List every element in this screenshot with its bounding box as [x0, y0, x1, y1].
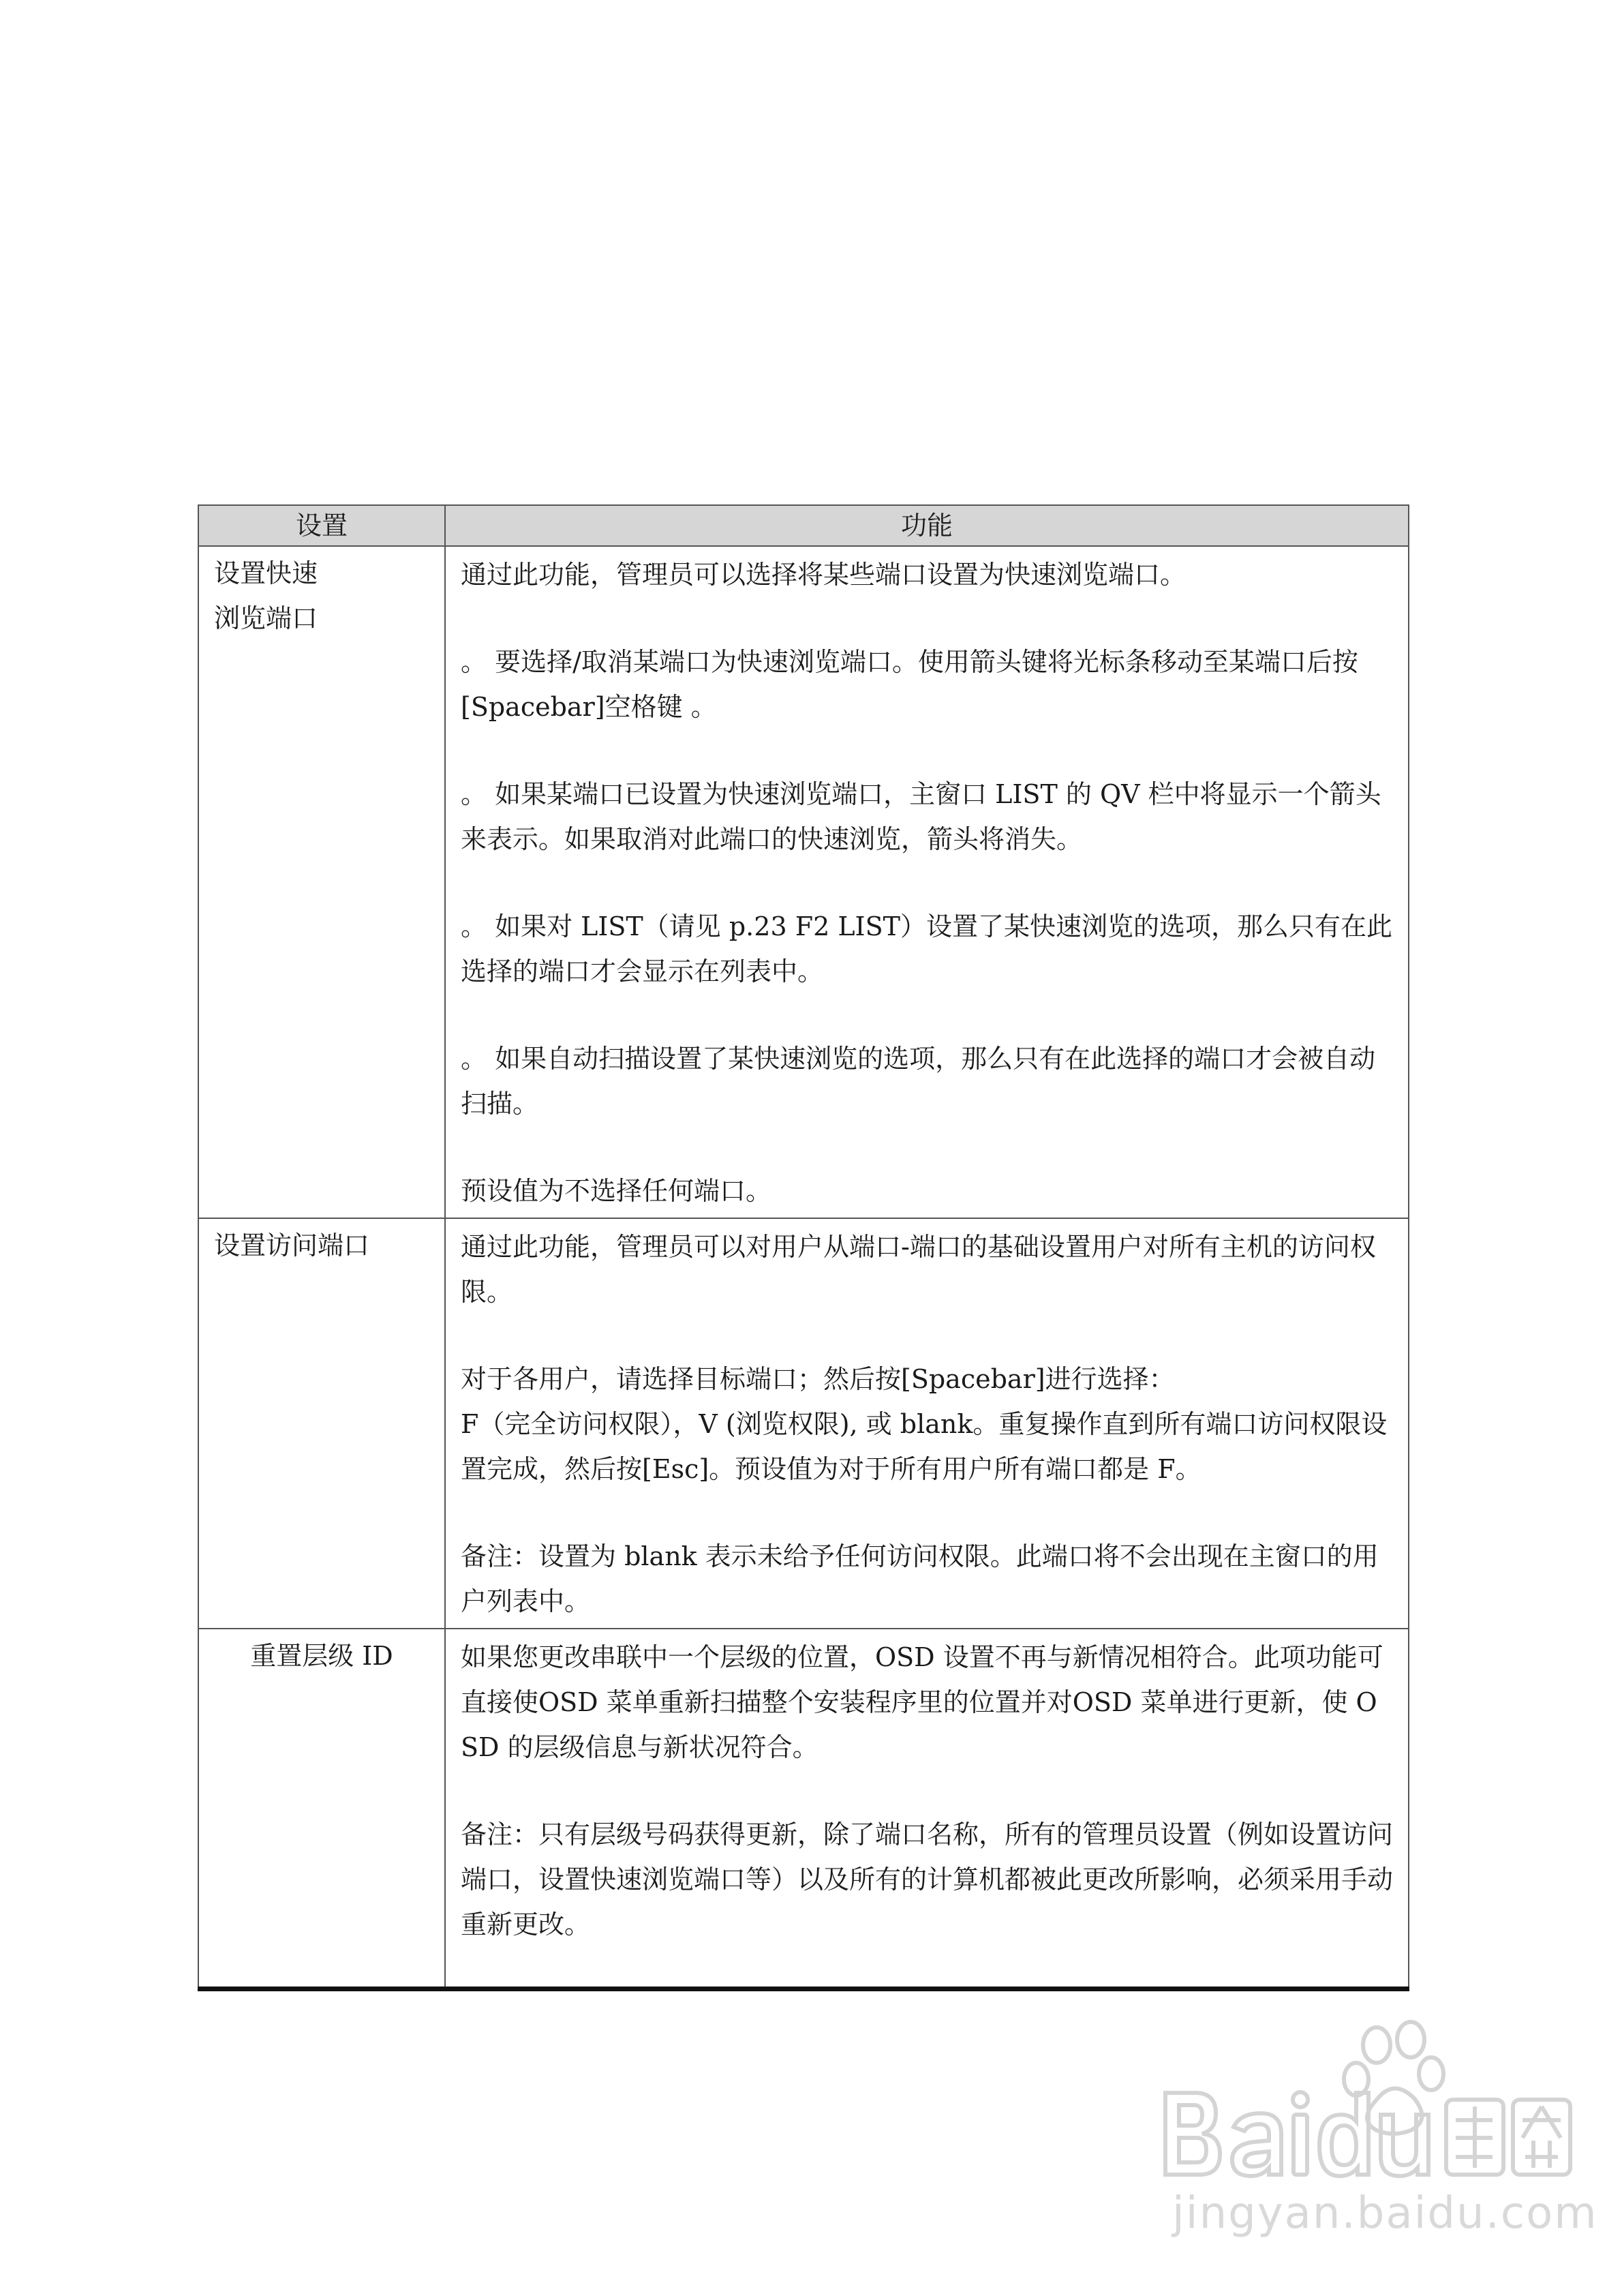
table-row — [198, 1629, 1409, 1989]
function-paragraph: 。 如果某端口已设置为快速浏览端口，主窗口 LIST 的 QV 栏中将显示一个箭头来表示。如果取消对此端口的快速浏览，箭头将消失。 — [461, 779, 1381, 854]
function-paragraph: 备注：只有层级号码获得更新，除了端口名称，所有的管理员设置（例如设置访问端口，设置快速浏览端口等）以及所有的计算机都被此更改所影响，必须采用手动重新更改。 — [461, 1819, 1394, 1939]
function-paragraph: 如果您更改串联中一个层级的位置，OSD 设置不再与新情况相符合。此项功能可直接使OSD 菜单重新扫描整个安装程序里的位置并对OSD 菜单进行更新，使 OSD 的层级信息与新状况符合。 — [461, 1642, 1383, 1762]
setting-cell-quickview — [198, 546, 445, 1218]
table-row — [198, 546, 1409, 1218]
function-paragraph: 备注：设置为 blank 表示未给予任何访问权限。此端口将不会出现在主窗口的用户列表中。 — [461, 1541, 1379, 1616]
function-paragraph: 。 要选择/取消某端口为快速浏览端口。使用箭头键将光标条移动至某端口后按 [Spacebar]空格键 。 — [461, 647, 1358, 722]
baidu-paw-logo-icon — [1152, 2018, 1574, 2181]
setting-label-line: 设置快速 — [214, 558, 318, 588]
header-function: 功能 — [445, 505, 1409, 546]
table-row — [198, 1218, 1409, 1629]
function-paragraph: 。 如果对 LIST（请见 p.23 F2 LIST）设置了某快速浏览的选项，那么只有在此选择的端口才会显示在列表中。 — [461, 911, 1392, 986]
function-cell-quickview — [445, 546, 1409, 1218]
setting-label-line: 设置访问端口 — [214, 1230, 370, 1260]
header-setting: 设置 — [198, 505, 445, 546]
watermark-url: jingyan.baidu.com — [1172, 2188, 1598, 2239]
function-paragraph: 通过此功能，管理员可以选择将某些端口设置为快速浏览端口。 — [461, 560, 1187, 590]
setting-label-line: 重置层级 ID — [250, 1641, 393, 1671]
setting-cell-reset-id — [198, 1629, 445, 1989]
function-cell-access — [445, 1218, 1409, 1629]
function-paragraph: F（完全访问权限），V (浏览权限), 或 blank。重复操作直到所有端口访问权限设置完成，然后按[Esc]。预设值为对于所有用户所有端口都是 F。 — [461, 1409, 1388, 1484]
function-paragraph: 对于各用户，请选择目标端口；然后按[Spacebar]进行选择： — [461, 1364, 1175, 1394]
setting-label-line: 浏览端口 — [214, 603, 318, 633]
function-paragraph: 。 如果自动扫描设置了某快速浏览的选项，那么只有在此选择的端口才会被自动扫描。 — [461, 1044, 1376, 1119]
function-paragraph: 预设值为不选择任何端口。 — [461, 1176, 772, 1206]
table-header-row — [198, 505, 1409, 546]
baidu-jingyan-watermark — [1152, 2018, 1598, 2250]
settings-table — [198, 504, 1409, 1991]
function-paragraph: 通过此功能，管理员可以对用户从端口-端口的基础设置用户对所有主机的访问权限。 — [461, 1232, 1376, 1307]
setting-cell-access — [198, 1218, 445, 1629]
function-cell-reset-id — [445, 1629, 1409, 1989]
